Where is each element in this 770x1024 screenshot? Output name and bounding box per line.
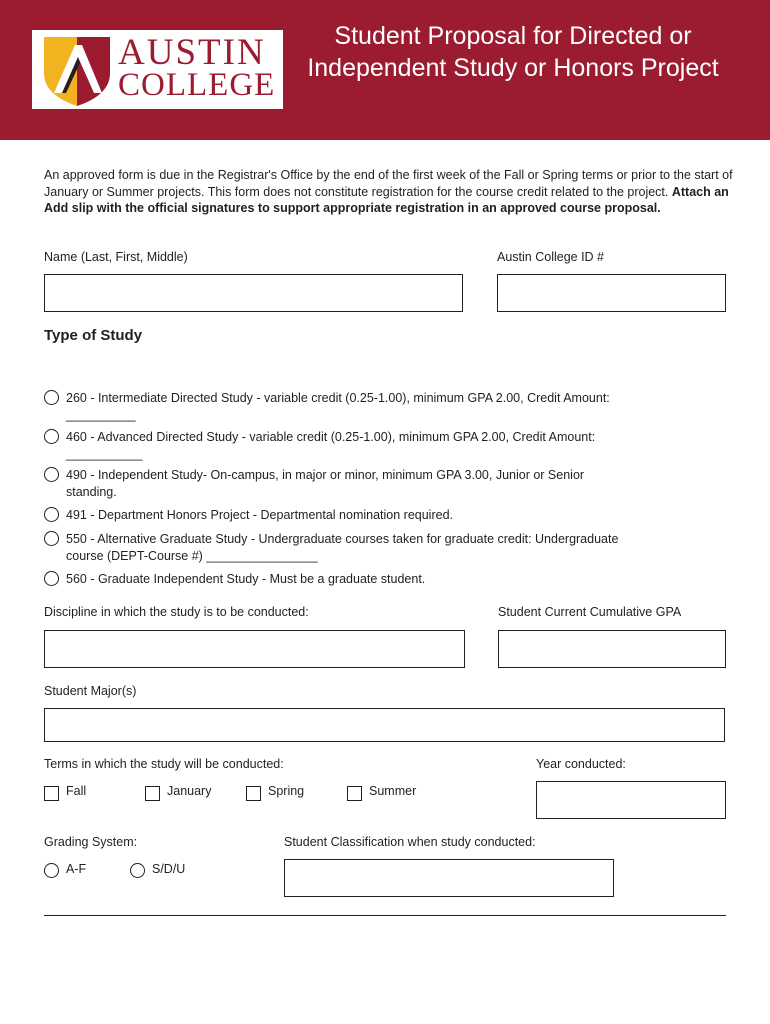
gpa-label: Student Current Cumulative GPA [498,605,682,619]
header-banner [0,0,770,140]
term-spring-checkbox[interactable] [246,786,261,801]
term-january-checkbox[interactable] [145,786,160,801]
option-text: 560 - Graduate Independent Study - Must be a graduate student. [66,572,426,586]
option-text-line2: standing. [66,484,117,499]
intro-paragraph [44,167,734,217]
radio-260[interactable] [44,390,59,405]
intro-text: An approved form is due in the Registrar's Office by the end of the first week of the Fall or Spring terms or prior to the start of January or Summer projects. This form does not constitute registration for the course credit related to the project. [44,168,733,199]
logo-shield-icon [42,33,112,107]
grading-label: Grading System: [44,835,138,849]
austin-college-logo [32,30,283,109]
option-text: 490 - Independent Study- On-campus, in major or minor, minimum GPA 3.00, Junior or Senior [66,468,585,482]
radio-491[interactable] [44,507,59,522]
type-of-study-heading: Type of Study [44,327,143,344]
term-fall-checkbox[interactable] [44,786,59,801]
radio-460[interactable] [44,429,59,444]
radio-490[interactable] [44,467,59,482]
logo-word-college: COLLEGE [118,67,276,103]
major-input[interactable] [44,708,725,742]
term-summer-checkbox[interactable] [347,786,362,801]
option-text: 550 - Alternative Graduate Study - Undergraduate courses taken for graduate credit: Undergraduate [66,532,619,546]
grading-af-label: A-F [66,862,87,876]
terms-label: Terms in which the study will be conducted: [44,757,284,771]
radio-560[interactable] [44,571,59,586]
grading-af-radio[interactable] [44,863,59,878]
option-text-line2: __________ [66,407,136,422]
term-spring-label: Spring [268,784,305,798]
option-text-line2: course (DEPT-Course #) ________________ [66,548,318,563]
discipline-input[interactable] [44,630,465,668]
term-january-label: January [167,784,212,798]
year-input[interactable] [536,781,726,819]
logo-word-austin: AUSTIN [118,32,266,73]
classification-label: Student Classification when study conducted: [284,835,536,849]
name-label: Name (Last, First, Middle) [44,250,188,264]
id-input[interactable] [497,274,726,312]
id-label: Austin College ID # [497,250,605,264]
gpa-input[interactable] [498,630,726,668]
name-input[interactable] [44,274,463,312]
year-label: Year conducted: [536,757,626,771]
classification-input[interactable] [284,859,614,897]
radio-550[interactable] [44,531,59,546]
term-fall-label: Fall [66,784,87,798]
grading-sdu-radio[interactable] [130,863,145,878]
option-text: 260 - Intermediate Directed Study - variable credit (0.25-1.00), minimum GPA 2.00, Credit Amount: [66,391,610,405]
discipline-label: Discipline in which the study is to be conducted: [44,605,309,619]
option-text-line2: ___________ [66,446,143,461]
major-label: Student Major(s) [44,684,137,698]
option-text: 491 - Department Honors Project - Departmental nomination required. [66,508,453,522]
option-text: 460 - Advanced Directed Study - variable credit (0.25-1.00), minimum GPA 2.00, Credit Amount: [66,430,596,444]
form-title: Student Proposal for Directed or Independent Study or Honors Project [307,22,719,82]
grading-sdu-label: S/D/U [152,862,186,876]
bottom-divider [44,915,726,916]
intro-bold-text: Attach an Add slip with the official signatures to support appropriate registration in an approved course proposal. [44,184,729,215]
term-summer-label: Summer [369,784,417,798]
